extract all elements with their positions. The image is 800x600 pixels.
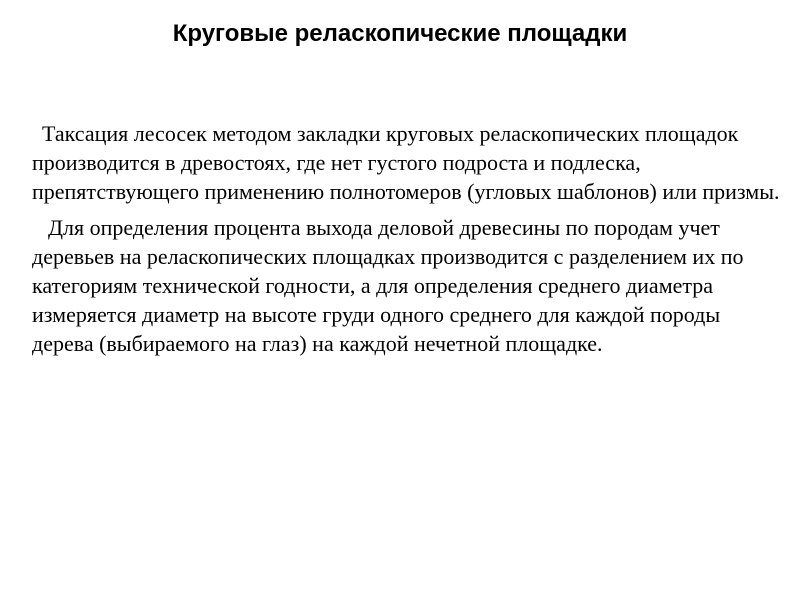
slide-body [32, 119, 782, 358]
paragraph-1: Таксация лесосек методом закладки круговых реласкопических площадок производится в древостоях, где нет густого подроста и подлеска, препятствующего применению полнотомеров (угловых шаблонов) или призмы. [32, 121, 780, 204]
paragraph-2: Для определения процента выхода деловой древесины по породам учет деревьев на реласкопических площадках производится с разделением их по категориям технической годности, а для определения среднего диаметра измеряется диаметр на высоте груди одного среднего для каждой породы дерева (выбираемого на глаз) на каждой нечетной площадке. [32, 215, 744, 356]
slide-title: Круговые реласкопические площадки [172, 20, 628, 47]
